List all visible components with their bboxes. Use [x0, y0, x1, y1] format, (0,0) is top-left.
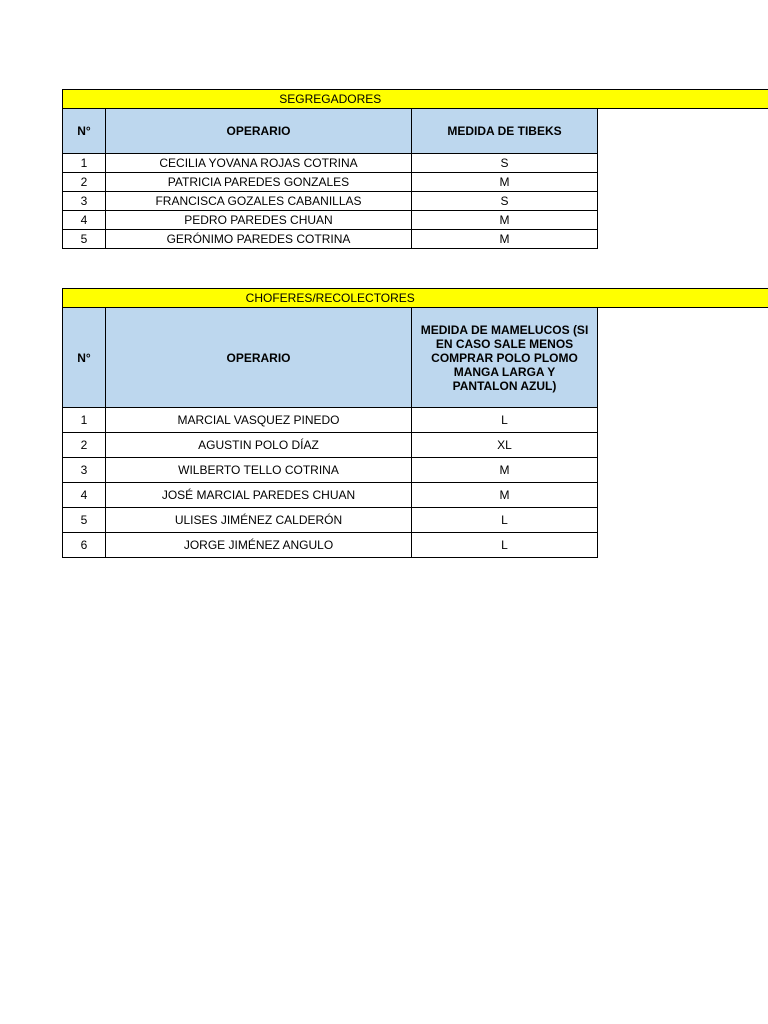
table-row — [63, 433, 768, 458]
cell-medida: S — [412, 154, 598, 173]
cell-no: 1 — [63, 154, 106, 173]
cell-operario: ULISES JIMÉNEZ CALDERÓN — [106, 508, 412, 533]
cell-medida: M — [412, 230, 598, 249]
cell-no: 4 — [63, 483, 106, 508]
cell-medida: S — [412, 192, 598, 211]
cell-operario: JOSÉ MARCIAL PAREDES CHUAN — [106, 483, 412, 508]
cell-medida: M — [412, 211, 598, 230]
header-no: N° — [63, 308, 106, 408]
cell-no: 5 — [63, 230, 106, 249]
choferes-header-row — [63, 308, 768, 408]
cell-no: 1 — [63, 408, 106, 433]
cell-medida: L — [412, 533, 598, 558]
cell-medida: XL — [412, 433, 598, 458]
cell-no: 5 — [63, 508, 106, 533]
table-row — [63, 483, 768, 508]
cell-operario: GERÓNIMO PAREDES COTRINA — [106, 230, 412, 249]
segregadores-header-row — [63, 109, 768, 154]
choferes-table — [62, 288, 768, 558]
segregadores-table — [62, 89, 768, 249]
table-row — [63, 458, 768, 483]
table-row — [63, 508, 768, 533]
cell-no: 4 — [63, 211, 106, 230]
choferes-title: CHOFERES/RECOLECTORES — [63, 289, 598, 308]
table-row — [63, 408, 768, 433]
table-row — [63, 533, 768, 558]
cell-operario: FRANCISCA GOZALES CABANILLAS — [106, 192, 412, 211]
cell-operario: CECILIA YOVANA ROJAS COTRINA — [106, 154, 412, 173]
header-medida: MEDIDA DE TIBEKS — [412, 109, 598, 154]
cell-operario: JORGE JIMÉNEZ ANGULO — [106, 533, 412, 558]
cell-no: 3 — [63, 192, 106, 211]
table-row — [63, 211, 768, 230]
cell-medida: M — [412, 458, 598, 483]
cell-operario: WILBERTO TELLO COTRINA — [106, 458, 412, 483]
segregadores-title: SEGREGADORES — [63, 90, 598, 109]
header-medida: MEDIDA DE MAMELUCOS (SI EN CASO SALE MENOS COMPRAR POLO PLOMO MANGA LARGA Y PANTALON AZUL) — [412, 308, 598, 408]
choferes-title-tail — [598, 289, 768, 308]
segregadores-title-tail — [598, 90, 768, 109]
cell-no: 2 — [63, 433, 106, 458]
segregadores-title-row — [63, 90, 768, 109]
table-row — [63, 154, 768, 173]
choferes-title-row — [63, 289, 768, 308]
cell-medida: L — [412, 508, 598, 533]
cell-operario: MARCIAL VASQUEZ PINEDO — [106, 408, 412, 433]
cell-no: 3 — [63, 458, 106, 483]
cell-no: 2 — [63, 173, 106, 192]
table-row — [63, 192, 768, 211]
cell-operario: AGUSTIN POLO DÍAZ — [106, 433, 412, 458]
cell-no: 6 — [63, 533, 106, 558]
table-row — [63, 230, 768, 249]
cell-medida: L — [412, 408, 598, 433]
cell-operario: PEDRO PAREDES CHUAN — [106, 211, 412, 230]
table-row — [63, 173, 768, 192]
header-operario: OPERARIO — [106, 109, 412, 154]
header-operario: OPERARIO — [106, 308, 412, 408]
cell-operario: PATRICIA PAREDES GONZALES — [106, 173, 412, 192]
cell-medida: M — [412, 483, 598, 508]
cell-medida: M — [412, 173, 598, 192]
header-no: N° — [63, 109, 106, 154]
